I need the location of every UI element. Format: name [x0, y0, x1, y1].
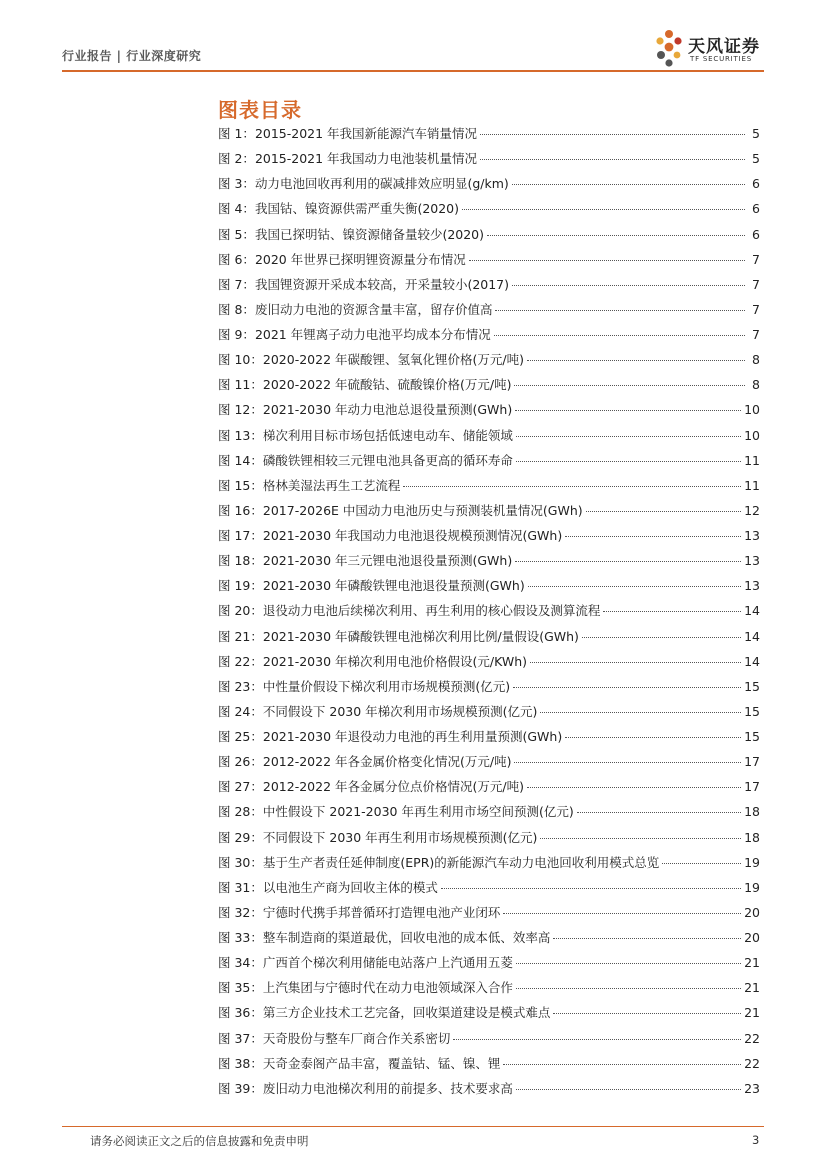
toc-leader-dots	[586, 511, 741, 512]
toc-entry-label: 图 30：	[218, 854, 263, 870]
toc-entry-text: 我国已探明钴、镍资源储备量较少(2020)	[254, 226, 485, 242]
toc-entry-label: 图 26：	[218, 754, 263, 770]
toc-entry-label: 图 1：	[218, 126, 255, 141]
toc-leader-dots	[514, 385, 745, 386]
toc-entry[interactable]	[218, 903, 760, 928]
toc-entry-label: 图 31：	[218, 879, 263, 895]
company-logo	[650, 26, 770, 70]
toc-entry-title	[218, 1054, 500, 1072]
toc-entry-title	[218, 350, 524, 368]
toc-entry-page: 14	[744, 653, 760, 669]
toc-entry-text: 梯次利用目标市场包括低速电动车、储能领域	[262, 427, 513, 443]
toc-entry-page: 6	[752, 201, 760, 217]
toc-entry-title	[218, 601, 600, 619]
toc-entry-label: 图 34：	[218, 955, 263, 971]
toc-leader-dots	[553, 938, 741, 939]
toc-entry-title	[218, 928, 550, 946]
toc-entry-title	[218, 627, 579, 645]
toc-entry-page: 10	[744, 427, 760, 443]
toc-entry[interactable]	[218, 853, 760, 878]
toc-entry-title	[218, 250, 466, 268]
toc-entry-label: 图 19：	[218, 578, 263, 594]
toc-entry-title	[218, 551, 512, 569]
toc-entry-label: 图 38：	[218, 1055, 263, 1071]
toc-entry-text: 中性假设下 2021-2030 年再生利用市场空间预测(亿元)	[262, 804, 574, 820]
header-divider	[62, 70, 764, 72]
toc-entry-text: 退役动力电池后续梯次利用、再生利用的核心假设及测算流程	[262, 603, 601, 619]
toc-entry-title	[218, 903, 500, 921]
toc-entry[interactable]	[218, 275, 760, 300]
toc-entry-page: 19	[744, 854, 760, 870]
toc-entry-label: 图 14：	[218, 452, 263, 468]
toc-entry-label: 图 6：	[218, 251, 255, 267]
toc-entry-text: 2012-2022 年各金属分位点价格情况(万元/吨)	[262, 779, 524, 795]
toc-entry-page: 6	[752, 226, 760, 242]
toc-leader-dots	[512, 184, 745, 185]
logo-name-en: TF SECURITIES	[690, 55, 752, 63]
toc-entry-label: 图 36：	[218, 1005, 263, 1021]
toc-entry-text: 2021-2030 年三元锂电池退役量预测(GWh)	[262, 553, 513, 569]
toc-entry-label: 图 3：	[218, 176, 255, 192]
toc-entry-text: 宁德时代携手邦普循环打造锂电池产业闭环	[262, 904, 501, 920]
toc-entry-text: 不同假设下 2030 年梯次利用市场规模预测(亿元)	[262, 703, 538, 719]
toc-leader-dots	[513, 687, 741, 688]
toc-entry[interactable]	[218, 576, 760, 601]
toc-entry-label: 图 2：	[218, 151, 255, 167]
toc-entry-label: 图 16：	[218, 502, 263, 518]
toc-entry-title	[218, 953, 513, 971]
toc-entry-title	[218, 853, 659, 871]
toc-leader-dots	[527, 787, 741, 788]
toc-entry-label: 图 22：	[218, 653, 263, 669]
toc-entry-title	[218, 149, 477, 167]
toc-entry-title	[218, 677, 510, 695]
toc-entry-title	[218, 426, 513, 444]
toc-leader-dots	[487, 235, 745, 236]
toc-entry[interactable]	[218, 752, 760, 777]
toc-entry-text: 第三方企业技术工艺完备，回收渠道建设是模式难点	[262, 1005, 551, 1021]
footer-disclaimer: 请务必阅读正文之后的信息披露和免责申明	[90, 1134, 309, 1148]
toc-entry[interactable]	[218, 451, 760, 476]
toc-entry-label: 图 28：	[218, 804, 263, 820]
toc-entry-title	[218, 652, 527, 670]
toc-entry-title	[218, 501, 583, 519]
toc-entry-label: 图 7：	[218, 276, 255, 292]
toc-entry-text: 格林美湿法再生工艺流程	[262, 477, 401, 493]
toc-entry-label: 图 24：	[218, 703, 263, 719]
toc-entry-page: 11	[744, 477, 760, 493]
toc-entry-title	[218, 978, 513, 996]
toc-entry-page: 18	[744, 829, 760, 845]
toc-entry-page: 13	[744, 553, 760, 569]
toc-leader-dots	[480, 159, 745, 160]
toc-entry-page: 14	[744, 603, 760, 619]
toc-leader-dots	[515, 410, 741, 411]
toc-entry-page: 23	[744, 1080, 760, 1096]
toc-entry-page: 13	[744, 578, 760, 594]
toc-entry[interactable]	[218, 702, 760, 727]
toc-leader-dots	[528, 586, 741, 587]
toc-entry-label: 图 9：	[218, 327, 255, 342]
toc-entry-text: 2020 年世界已探明锂资源量分布情况	[254, 251, 466, 267]
toc-entry-page: 14	[744, 628, 760, 644]
toc-entry[interactable]	[218, 928, 760, 953]
toc-entry[interactable]	[218, 727, 760, 752]
toc-entry-text: 动力电池回收再利用的碳减排效应明显(g/km)	[254, 176, 509, 192]
toc-entry-title	[218, 325, 491, 343]
toc-entry-label: 图 18：	[218, 553, 263, 569]
toc-entry-label: 图 25：	[218, 729, 263, 744]
toc-entry-page: 15	[744, 678, 760, 694]
toc-entry[interactable]	[218, 1079, 760, 1104]
toc-entry-title	[218, 878, 438, 896]
toc-entry-page: 12	[744, 502, 760, 518]
toc-entry[interactable]	[218, 426, 760, 451]
toc-entry-title	[218, 702, 537, 720]
toc-entry[interactable]	[218, 375, 760, 400]
toc-entry-label: 图 39：	[218, 1080, 263, 1096]
toc-entry-page: 21	[744, 1005, 760, 1021]
toc-leader-dots	[603, 611, 741, 612]
toc-entry-text: 2017-2026E 中国动力电池历史与预测装机量情况(GWh)	[262, 502, 583, 518]
toc-entry-page: 17	[744, 779, 760, 795]
toc-entry-text: 磷酸铁锂相较三元锂电池具备更高的循环寿命	[262, 452, 513, 468]
toc-entry-text: 天奇金泰阁产品丰富，覆盖钴、锰、镍、锂	[262, 1055, 501, 1071]
toc-entry-title	[218, 300, 492, 318]
toc-leader-dots	[565, 536, 741, 537]
toc-entry-label: 图 5：	[218, 226, 255, 242]
toc-entry[interactable]	[218, 325, 760, 350]
toc-entry-title	[218, 375, 511, 393]
toc-leader-dots	[582, 637, 741, 638]
toc-entry[interactable]	[218, 1029, 760, 1054]
toc-entry-label: 图 12：	[218, 402, 263, 418]
toc-leader-dots	[565, 737, 741, 738]
toc-entry-title	[218, 225, 484, 243]
toc-entry-text: 2020-2022 年碳酸锂、氢氧化锂价格(万元/吨)	[262, 352, 524, 368]
toc-entry-page: 21	[744, 955, 760, 971]
toc-leader-dots	[516, 461, 741, 462]
toc-entry-title	[218, 1079, 513, 1097]
toc-entry[interactable]	[218, 878, 760, 903]
toc-entry-text: 2021-2030 年退役动力电池的再生利用量预测(GWh)	[262, 729, 563, 744]
toc-leader-dots	[577, 812, 741, 813]
toc-entry-title	[218, 828, 537, 846]
toc-leader-dots	[494, 335, 745, 336]
toc-entry-text: 不同假设下 2030 年再生利用市场规模预测(亿元)	[262, 829, 538, 845]
toc-entry-page: 21	[744, 980, 760, 996]
toc-entry-page: 5	[752, 151, 760, 167]
toc-entry-text: 2021-2030 年梯次利用电池价格假设(元/KWh)	[262, 653, 527, 669]
toc-entry-label: 图 20：	[218, 603, 263, 619]
toc-entry[interactable]	[218, 501, 760, 526]
toc-leader-dots	[662, 863, 741, 864]
toc-entry-title	[218, 476, 400, 494]
toc-entry-text: 广西首个梯次利用储能电站落户上汽通用五菱	[262, 955, 513, 971]
toc-entry-title	[218, 124, 477, 142]
toc-entry-page: 15	[744, 703, 760, 719]
toc-entry-title	[218, 199, 459, 217]
toc-entry[interactable]	[218, 124, 760, 149]
toc-entry[interactable]	[218, 677, 760, 702]
toc-entry-title	[218, 451, 513, 469]
toc-entry-label: 图 17：	[218, 528, 263, 543]
toc-entry-page: 5	[752, 126, 760, 141]
toc-leader-dots	[516, 963, 741, 964]
toc-leader-dots	[515, 561, 741, 562]
toc-entry-page: 13	[744, 528, 760, 543]
toc-entry-label: 图 4：	[218, 201, 255, 217]
toc-entry-page: 10	[744, 402, 760, 418]
toc-entry-title	[218, 1003, 550, 1021]
toc-entry[interactable]	[218, 777, 760, 802]
toc-entry-label: 图 23：	[218, 678, 263, 694]
toc-entry-text: 整车制造商的渠道最优，回收电池的成本低、效率高	[262, 930, 551, 945]
toc-entry-page: 7	[752, 251, 760, 267]
toc-entry-text: 天奇股份与整车厂商合作关系密切	[262, 1030, 451, 1046]
toc-entry[interactable]	[218, 199, 760, 224]
toc-entry-title	[218, 174, 509, 192]
toc-entry[interactable]	[218, 350, 760, 375]
toc-entry-text: 基于生产者责任延伸制度(EPR)的新能源汽车动力电池回收利用模式总览	[262, 854, 660, 870]
toc-leader-dots	[503, 913, 741, 914]
toc-leader-dots	[441, 888, 741, 889]
toc-leader-dots	[553, 1013, 741, 1014]
toc-entry[interactable]	[218, 1003, 760, 1028]
toc-entry[interactable]	[218, 526, 760, 551]
toc-entry-text: 2015-2021 年我国新能源汽车销量情况	[254, 126, 478, 141]
toc-entry-label: 图 29：	[218, 829, 263, 845]
toc-entry-title	[218, 777, 524, 795]
toc-entry-text: 2021-2030 年磷酸铁锂电池梯次利用比例/量假设(GWh)	[262, 628, 579, 644]
toc-entry-label: 图 33：	[218, 930, 263, 945]
toc-entry-title	[218, 275, 509, 293]
toc-entry[interactable]	[218, 652, 760, 677]
toc-leader-dots	[540, 712, 741, 713]
toc-entry[interactable]	[218, 225, 760, 250]
toc-entry-label: 图 15：	[218, 477, 263, 493]
toc-entry-page: 6	[752, 176, 760, 192]
toc-entry-text: 上汽集团与宁德时代在动力电池领域深入合作	[262, 980, 513, 996]
toc-entry-page: 7	[752, 276, 760, 292]
toc-entry-label: 图 10：	[218, 352, 263, 368]
footer-divider	[62, 1126, 764, 1127]
toc-leader-dots	[516, 1089, 741, 1090]
toc-entry-page: 17	[744, 754, 760, 770]
toc-leader-dots	[480, 134, 745, 135]
toc-leader-dots	[514, 762, 741, 763]
toc-entry-label: 图 32：	[218, 904, 263, 920]
toc-entry-title	[218, 727, 562, 745]
logo-flower-icon	[650, 26, 688, 70]
toc-entry-page: 8	[752, 377, 760, 393]
toc-entry-page: 8	[752, 352, 760, 368]
toc-entry-page: 11	[744, 452, 760, 468]
toc-entry-page: 15	[744, 729, 760, 744]
toc-leader-dots	[469, 260, 745, 261]
toc-entry[interactable]	[218, 601, 760, 626]
toc-entry-text: 我国钴、镍资源供需严重失衡(2020)	[254, 201, 460, 217]
toc-entry-text: 2021 年锂离子动力电池平均成本分布情况	[254, 327, 491, 342]
toc-leader-dots	[540, 838, 741, 839]
toc-leader-dots	[462, 209, 745, 210]
toc-entry[interactable]	[218, 149, 760, 174]
toc-entry-page: 20	[744, 930, 760, 945]
toc-entry[interactable]	[218, 300, 760, 325]
toc-entry-label: 图 21：	[218, 628, 263, 644]
toc-entry[interactable]	[218, 174, 760, 199]
toc-entry[interactable]	[218, 400, 760, 425]
toc-entry[interactable]	[218, 802, 760, 827]
toc-entry-label: 图 27：	[218, 779, 263, 795]
toc-entry-label: 图 8：	[218, 301, 255, 317]
toc-entry-text: 以电池生产商为回收主体的模式	[262, 879, 438, 895]
logo-name-cn: 天风证券	[688, 37, 760, 57]
toc-leader-dots	[495, 310, 745, 311]
toc-entry-label: 图 37：	[218, 1030, 263, 1046]
toc-entry-title	[218, 526, 562, 544]
toc-entry-text: 废旧动力电池梯次利用的前提多、技术要求高	[262, 1080, 513, 1096]
toc-entry-title	[218, 802, 574, 820]
toc-entry-title	[218, 576, 525, 594]
toc-entry-text: 2021-2030 年动力电池总退役量预测(GWh)	[262, 402, 513, 418]
report-category: 行业报告 | 行业深度研究	[62, 49, 202, 63]
toc-entry[interactable]	[218, 476, 760, 501]
toc-entry-page: 19	[744, 879, 760, 895]
toc-leader-dots	[512, 285, 745, 286]
toc-entry-text: 废旧动力电池的资源含量丰富，留存价值高	[254, 301, 493, 317]
toc-entry-page: 22	[744, 1030, 760, 1046]
toc-leader-dots	[453, 1039, 741, 1040]
toc-entry-title	[218, 752, 511, 770]
toc-leader-dots	[527, 360, 745, 361]
toc-entry-label: 图 35：	[218, 980, 263, 996]
toc-entry-text: 2012-2022 年各金属价格变化情况(万元/吨)	[262, 754, 512, 770]
toc-entry-page: 7	[752, 327, 760, 342]
toc-entry[interactable]	[218, 953, 760, 978]
toc-entry-label: 图 13：	[218, 427, 263, 443]
toc-entry[interactable]	[218, 551, 760, 576]
toc-entry[interactable]	[218, 828, 760, 853]
toc-entry-page: 7	[752, 301, 760, 317]
toc-entry-text: 2020-2022 年硫酸钴、硫酸镍价格(万元/吨)	[262, 377, 512, 393]
toc-entry-text: 2015-2021 年我国动力电池装机量情况	[254, 151, 478, 167]
toc-entry[interactable]	[218, 250, 760, 275]
toc-leader-dots	[403, 486, 741, 487]
toc-entry[interactable]	[218, 627, 760, 652]
toc-leader-dots	[516, 436, 741, 437]
page-number: 3	[752, 1133, 760, 1147]
toc-entry-title	[218, 1029, 450, 1047]
toc-entry[interactable]	[218, 1054, 760, 1079]
toc-entry-page: 22	[744, 1055, 760, 1071]
toc-entry-page: 20	[744, 904, 760, 920]
toc-entry-text: 中性量价假设下梯次利用市场规模预测(亿元)	[262, 678, 511, 694]
toc-entry-text: 2021-2030 年我国动力电池退役规模预测情况(GWh)	[262, 528, 563, 543]
toc-leader-dots	[503, 1064, 741, 1065]
toc-leader-dots	[516, 988, 741, 989]
toc-entry-text: 2021-2030 年磷酸铁锂电池退役量预测(GWh)	[262, 578, 525, 594]
toc-list	[218, 124, 760, 1104]
toc-entry[interactable]	[218, 978, 760, 1003]
toc-entry-page: 18	[744, 804, 760, 820]
toc-entry-text: 我国锂资源开采成本较高，开采量较小(2017)	[254, 276, 510, 292]
toc-entry-title	[218, 400, 512, 418]
toc-leader-dots	[530, 662, 741, 663]
toc-title: 图表目录	[218, 98, 302, 122]
toc-entry-label: 图 11：	[218, 377, 263, 393]
